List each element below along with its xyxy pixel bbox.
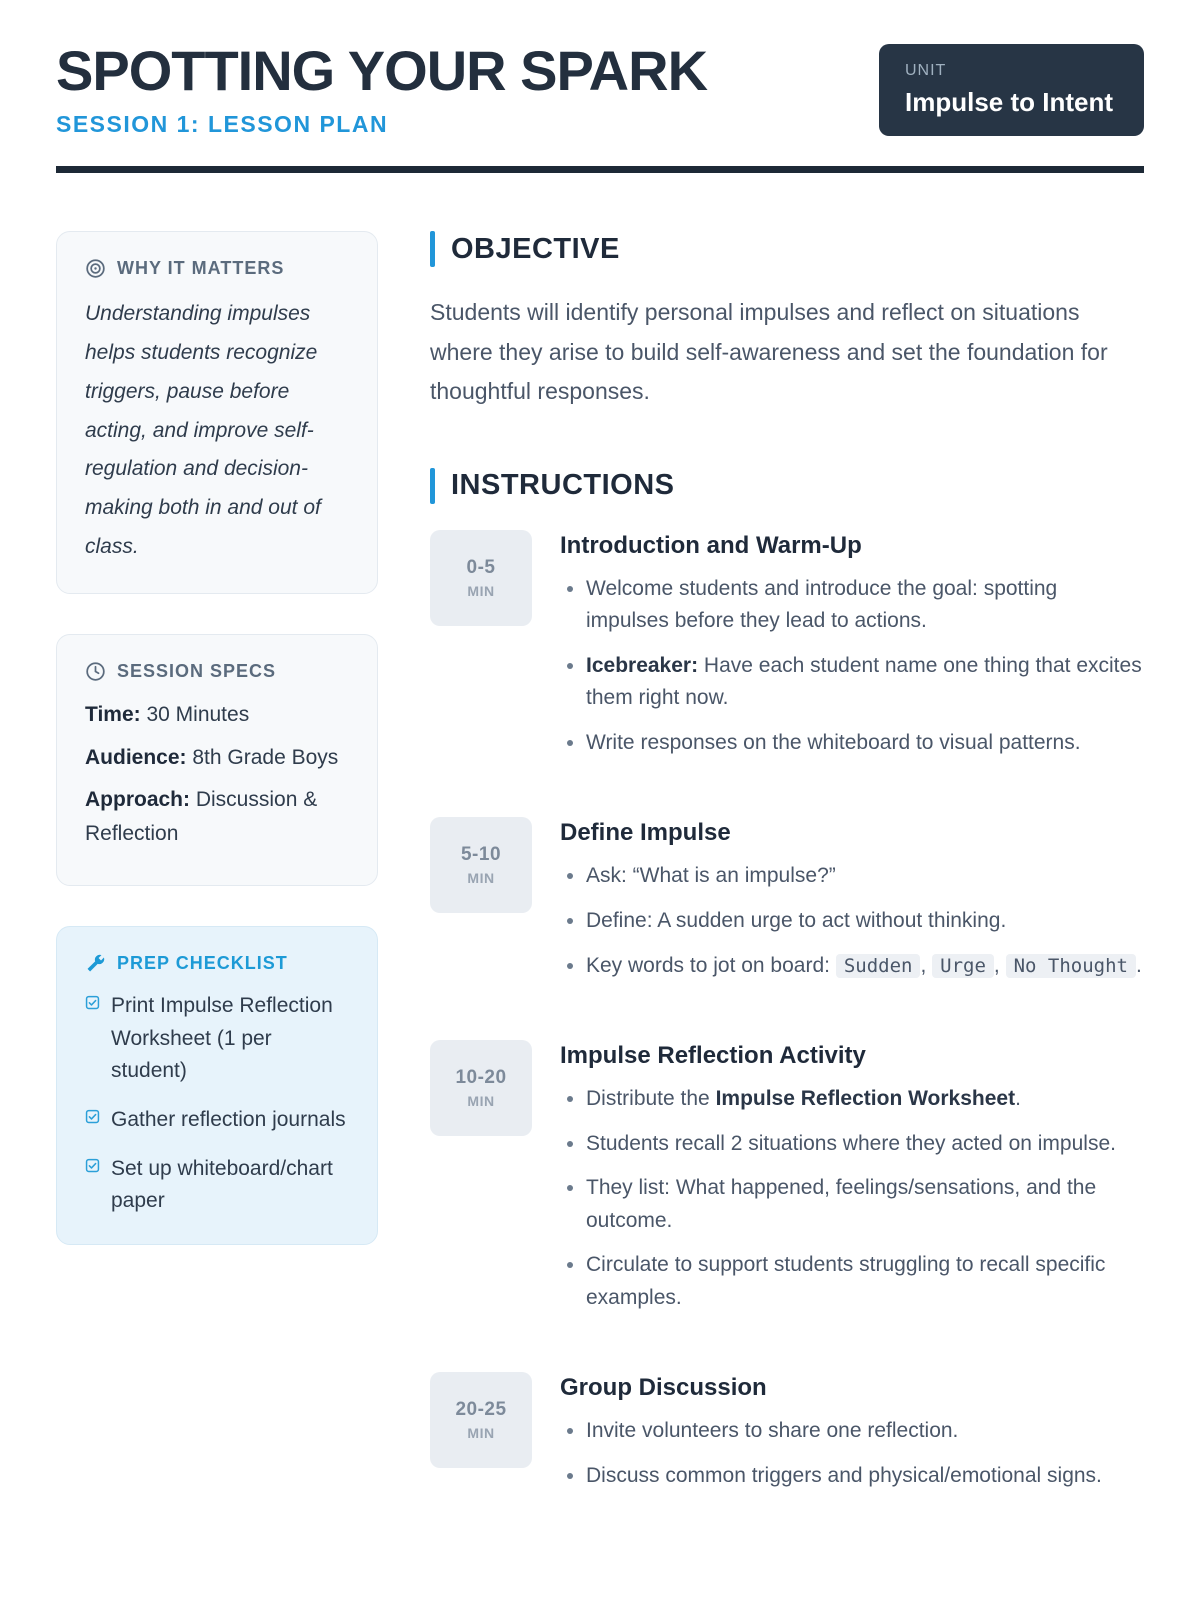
time-range: 10-20: [455, 1067, 507, 1089]
time-unit: MIN: [467, 870, 495, 887]
step-title: Define Impulse: [560, 819, 731, 847]
time-unit: MIN: [467, 582, 495, 599]
time-badge: [430, 530, 532, 626]
step-bullet: • Students recall 2 situations where they acted on impulse.: [586, 1128, 1144, 1161]
accent-bar: [430, 231, 435, 267]
instruction-step: [430, 1372, 1144, 1504]
prep-item-label: Print Impulse Reflection Worksheet (1 per student): [111, 994, 333, 1083]
why-it-matters-card: [56, 231, 378, 594]
step-bullet: • Discuss common triggers and physical/emotional signs.: [586, 1460, 1144, 1493]
step-bullet: • Key words to jot on board: Sudden , Urge , No Thought .: [586, 950, 1144, 983]
time-unit: MIN: [467, 1093, 495, 1110]
prep-checklist-header: [85, 953, 349, 974]
objective-heading-label: OBJECTIVE: [451, 232, 620, 265]
content: [56, 231, 1144, 1550]
prep-checklist-heading: PREP CHECKLIST: [117, 953, 288, 974]
step-bullet: • Write responses on the whiteboard to visual patterns.: [586, 727, 1144, 760]
step-bullet: • Invite volunteers to share one reflection.: [586, 1415, 1144, 1448]
session-specs-list: [85, 698, 349, 850]
title-block: [56, 39, 708, 138]
unit-badge: [879, 44, 1144, 136]
objective-heading: [430, 231, 1144, 267]
prep-item-label: Gather reflection journals: [111, 1108, 346, 1132]
step-title: Group Discussion: [560, 1374, 767, 1402]
clock-icon: [85, 661, 106, 682]
unit-label: UNIT: [905, 62, 947, 79]
instruction-step: [430, 530, 1144, 772]
step-bullet: • Ask: “What is an impulse?”: [586, 860, 1144, 893]
time-range: 0-5: [466, 556, 496, 578]
page-subtitle: SESSION 1: LESSON PLAN: [56, 111, 389, 138]
step-bullet: • Welcome students and introduce the goal: spotting impulses before they lead to actions.: [586, 573, 1144, 638]
step-body: [560, 1042, 1144, 1326]
time-range: 5-10: [460, 844, 502, 866]
header-divider: [56, 166, 1144, 173]
objective-section: [430, 231, 1144, 412]
step-title: Impulse Reflection Activity: [560, 1042, 866, 1070]
session-specs-card: [56, 634, 378, 886]
step-bullet: • Distribute the Impulse Reflection Worksheet.: [586, 1083, 1144, 1116]
spec-item: Time: 30 Minutes: [85, 703, 250, 727]
wrench-icon: [85, 953, 106, 974]
instruction-step: [430, 817, 1144, 994]
instructions-heading: [430, 468, 1144, 504]
why-it-matters-header: [85, 258, 349, 279]
time-badge: [430, 817, 532, 913]
instructions-heading-label: INSTRUCTIONS: [451, 469, 675, 502]
prep-checklist-item: [85, 1104, 349, 1137]
prep-checklist-card: [56, 926, 378, 1244]
step-bullet: • Define: A sudden urge to act without thinking.: [586, 905, 1144, 938]
objective-body: Students will identify personal impulses and reflect on situations where they arise to build self-awareness and set the foundation for thoughtful responses.: [430, 299, 1108, 405]
time-badge: [430, 1040, 532, 1136]
time-unit: MIN: [467, 1425, 495, 1442]
header: [56, 39, 1144, 138]
step-bullets: [560, 860, 1144, 982]
sidebar: [56, 231, 378, 1550]
step-body: [560, 532, 1144, 772]
spec-item: Audience: 8th Grade Boys: [85, 745, 339, 769]
step-bullet: • Icebreaker: Have each student name one thing that excites them right now.: [586, 650, 1144, 715]
accent-bar: [430, 468, 435, 504]
main-content: [430, 231, 1144, 1550]
instruction-steps: [430, 530, 1144, 1505]
prep-item-label: Set up whiteboard/chart paper: [111, 1156, 333, 1213]
page-title: SPOTTING YOUR SPARK: [56, 39, 708, 102]
step-body: [560, 819, 1144, 994]
keyword-chip: Urge: [932, 954, 994, 978]
why-it-matters-body: Understanding impulses helps students recognize triggers, pause before acting, and improve self-regulation and decision-making both in and out of class.: [85, 302, 321, 559]
instruction-step: [430, 1040, 1144, 1326]
target-icon: [85, 258, 106, 279]
session-specs-heading: SESSION SPECS: [117, 661, 277, 682]
keyword-chip: No Thought: [1006, 954, 1136, 978]
step-body: [560, 1374, 1144, 1504]
keyword-chip: Sudden: [836, 954, 921, 978]
why-it-matters-heading: WHY IT MATTERS: [117, 258, 285, 279]
session-specs-header: [85, 661, 349, 682]
step-bullets: [560, 1083, 1144, 1314]
checkbox-checked-icon: [85, 995, 100, 1088]
spec-item: Approach: Discussion & Reflection: [85, 788, 318, 845]
instructions-section: [430, 468, 1144, 1505]
checkbox-checked-icon: [85, 1109, 100, 1137]
step-bullets: [560, 573, 1144, 760]
prep-checklist-item: [85, 1153, 349, 1218]
checkbox-checked-icon: [85, 1158, 100, 1218]
step-title: Introduction and Warm-Up: [560, 531, 862, 559]
step-bullet: • Circulate to support students struggling to recall specific examples.: [586, 1249, 1144, 1314]
prep-checklist-list: [85, 990, 349, 1217]
time-range: 20-25: [455, 1399, 507, 1421]
unit-name: Impulse to Intent: [905, 87, 1113, 117]
step-bullet: • They list: What happened, feelings/sensations, and the outcome.: [586, 1172, 1144, 1237]
step-bullets: [560, 1415, 1144, 1492]
time-badge: [430, 1372, 532, 1468]
prep-checklist-item: [85, 990, 349, 1088]
